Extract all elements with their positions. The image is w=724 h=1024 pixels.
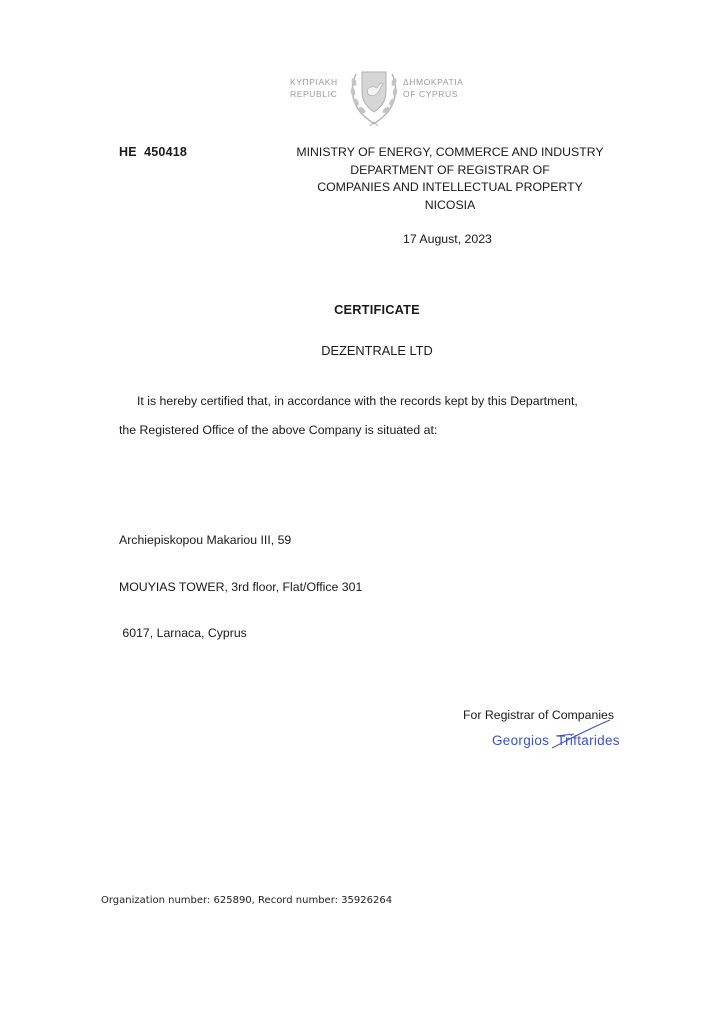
address-street: Archiepiskopou Makariou III, 59 — [119, 533, 292, 547]
cyprus-coat-of-arms-icon — [346, 68, 402, 130]
issuer-line-city: NICOSIA — [424, 197, 476, 212]
emblem-left-line2: REPUBLIC — [290, 89, 338, 99]
organization-record-identifiers: Organization number: 625890, Record number: 35926264 — [101, 895, 393, 906]
emblem-right-line2: OF CYPRUS — [403, 89, 458, 99]
registration-number: HE 450418 — [119, 145, 188, 159]
company-name: DEZENTRALE LTD — [321, 343, 433, 358]
signatory-label: For Registrar of Companies — [463, 708, 615, 722]
signature-stroke-icon — [548, 718, 618, 752]
cyprus-emblem — [290, 68, 470, 130]
certification-statement-line-1: It is hereby certified that, in accordance with the records kept by this Department, — [137, 394, 578, 408]
emblem-left-text — [290, 76, 338, 100]
issuer-line-department: DEPARTMENT OF REGISTRAR OF — [350, 162, 550, 177]
registered-office-address — [119, 502, 362, 657]
issuer-line-ministry: MINISTRY OF ENERGY, COMMERCE AND INDUSTRY — [296, 145, 604, 159]
issuer-line-companies: COMPANIES AND INTELLECTUAL PROPERTY — [317, 180, 583, 194]
address-postcode-city: 6017, Larnaca, Cyprus — [119, 626, 247, 640]
address-building: MOUYIAS TOWER, 3rd floor, Flat/Office 301 — [119, 579, 363, 594]
issuing-authority — [280, 144, 620, 214]
emblem-right-line1: ΔΗΜΟΚΡΑΤΙΑ — [403, 77, 464, 87]
emblem-left-line1: ΚΥΠΡΙΑΚΗ — [290, 77, 338, 87]
certification-statement-line-2: the Registered Office of the above Company is situated at: — [119, 423, 438, 437]
emblem-right-text — [403, 76, 463, 100]
issue-date: 17 August, 2023 — [403, 232, 492, 246]
signature-name: Georgios Triftarides — [492, 733, 620, 748]
certificate-title: CERTIFICATE — [334, 302, 420, 317]
